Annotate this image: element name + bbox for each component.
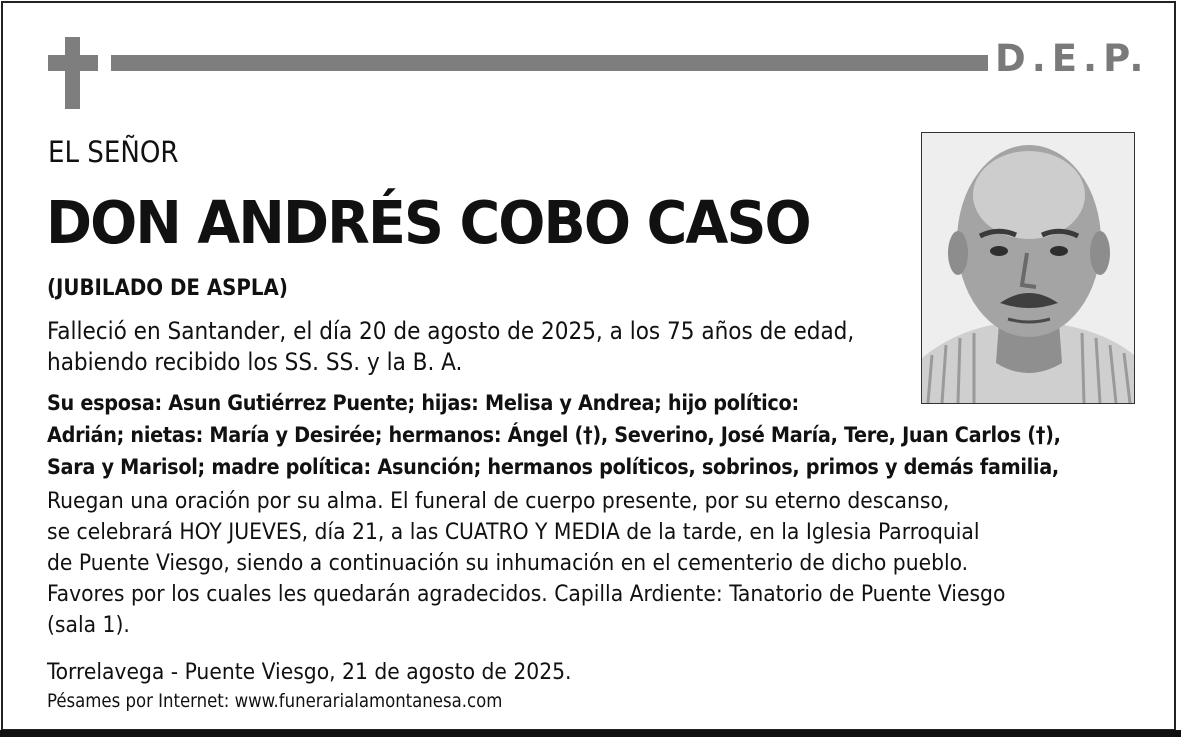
deceased-occupation: (JUBILADO DE ASPLA) bbox=[47, 276, 288, 301]
deceased-name: DON ANDRÉS COBO CASO bbox=[46, 188, 810, 257]
dep-label: D.E.P. bbox=[995, 37, 1150, 80]
ceremony-line: (sala 1). bbox=[47, 612, 130, 638]
cross-icon-bar bbox=[48, 55, 98, 71]
header-rule bbox=[111, 55, 988, 71]
portrait-illustration bbox=[922, 133, 1134, 403]
family-line: Su esposa: Asun Gutiérrez Puente; hijas: Melisa y Andrea; hijo político: bbox=[47, 391, 799, 416]
death-line: Falleció en Santander, el día 20 de agosto de 2025, a los 75 años de edad, bbox=[47, 317, 855, 345]
death-notice bbox=[47, 316, 907, 378]
ceremony-line: se celebrará HOY JUEVES, día 21, a las CUATRO Y MEDIA de la tarde, en la Iglesia Parroquial bbox=[47, 519, 980, 545]
ceremony-line: de Puente Viesgo, siendo a continuación su inhumación en el cementerio de dicho pueblo. bbox=[47, 550, 969, 576]
family-line: Sara y Marisol; madre política: Asunción; hermanos políticos, sobrinos, primos y demás familia, bbox=[47, 455, 1059, 480]
family-line: Adrián; nietas: María y Desirée; hermanos: Ángel (†), Severino, José María, Tere, Juan Carlos (†), bbox=[47, 423, 1061, 448]
deceased-title: EL SEÑOR bbox=[48, 135, 179, 169]
place-date: Torrelavega - Puente Viesgo, 21 de agosto de 2025. bbox=[47, 659, 572, 685]
ceremony-line: Ruegan una oración por su alma. El funeral de cuerpo presente, por su eterno descanso, bbox=[47, 488, 950, 514]
ceremony-line: Favores por los cuales les quedarán agradecidos. Capilla Ardiente: Tanatorio de Puente Viesgo bbox=[47, 581, 1006, 607]
portrait-photo bbox=[921, 132, 1135, 404]
death-line: habiendo recibido los SS. SS. y la B. A. bbox=[47, 348, 463, 376]
ceremony-notice bbox=[47, 486, 1147, 641]
cross-icon bbox=[65, 37, 80, 109]
condolences-link: Pésames por Internet: www.funerarialamontanesa.com bbox=[47, 691, 503, 712]
bottom-rule bbox=[0, 730, 1181, 737]
